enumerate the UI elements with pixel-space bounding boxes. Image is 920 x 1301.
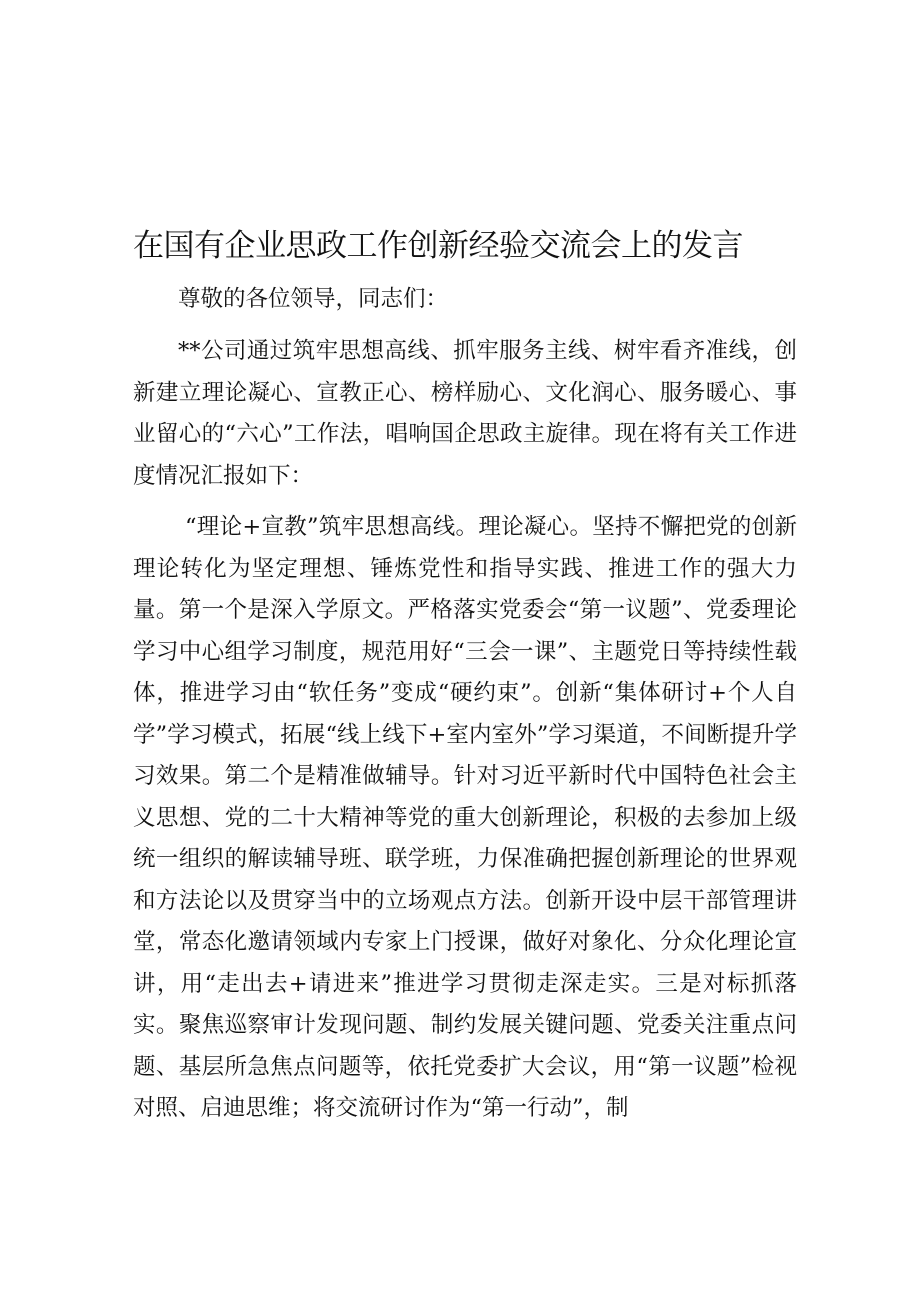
document-title: 在国有企业思政工作创新经验交流会上的发言 — [133, 228, 743, 264]
paragraph-intro: **公司通过筑牢思想高线、抓牢服务主线、树牢看齐准线，创新建立理论凝心、宣教正心、榜样励心、文化润心、服务暖心、事业留心的“六心”工作法，唱响国企思政主旋律。现在将有关工作进度情况汇报如下： — [133, 338, 797, 489]
paragraph-theory-propaganda: “理论+宣教”筑牢思想高线。理论凝心。坚持不懈把党的创新理论转化为坚定理想、锤炼党性和指导实践、推进工作的强大力量。第一个是深入学原文。严格落实党委会“第一议题”、党委理论学习中心组学习制度，规范用好“三会一课”、主题党日等持续性载体，推进学习由“软任务”变成“硬约束”。创新“集体研讨+个人自学”学习模式，拓展“线上线下+室内室外”学习渠道，不间断提升学习效果。第二个是精准做辅导。针对习近平新时代中国特色社会主义思想、党的二十大精神等党的重大创新理论，积极的去参加上级统一组织的解读辅导班、联学班，力保准确把握创新理论的世界观和方法论以及贯穿当中的立场观点方法。创新开设中层干部管理讲堂，常态化邀请领域内专家上门授课，做好对象化、分众化理论宣讲，用“走出去+请进来”推进学习贯彻走深走实。三是对标抓落实。聚焦巡察审计发现问题、制约发展关键问题、党委关注重点问题、基层所急焦点问题等，依托党委扩大会议，用“第一议题”检视对照、启迪思维；将交流研讨作为“第一行动”，制 — [133, 514, 797, 1121]
salutation: 尊敬的各位领导，同志们： — [178, 286, 449, 312]
